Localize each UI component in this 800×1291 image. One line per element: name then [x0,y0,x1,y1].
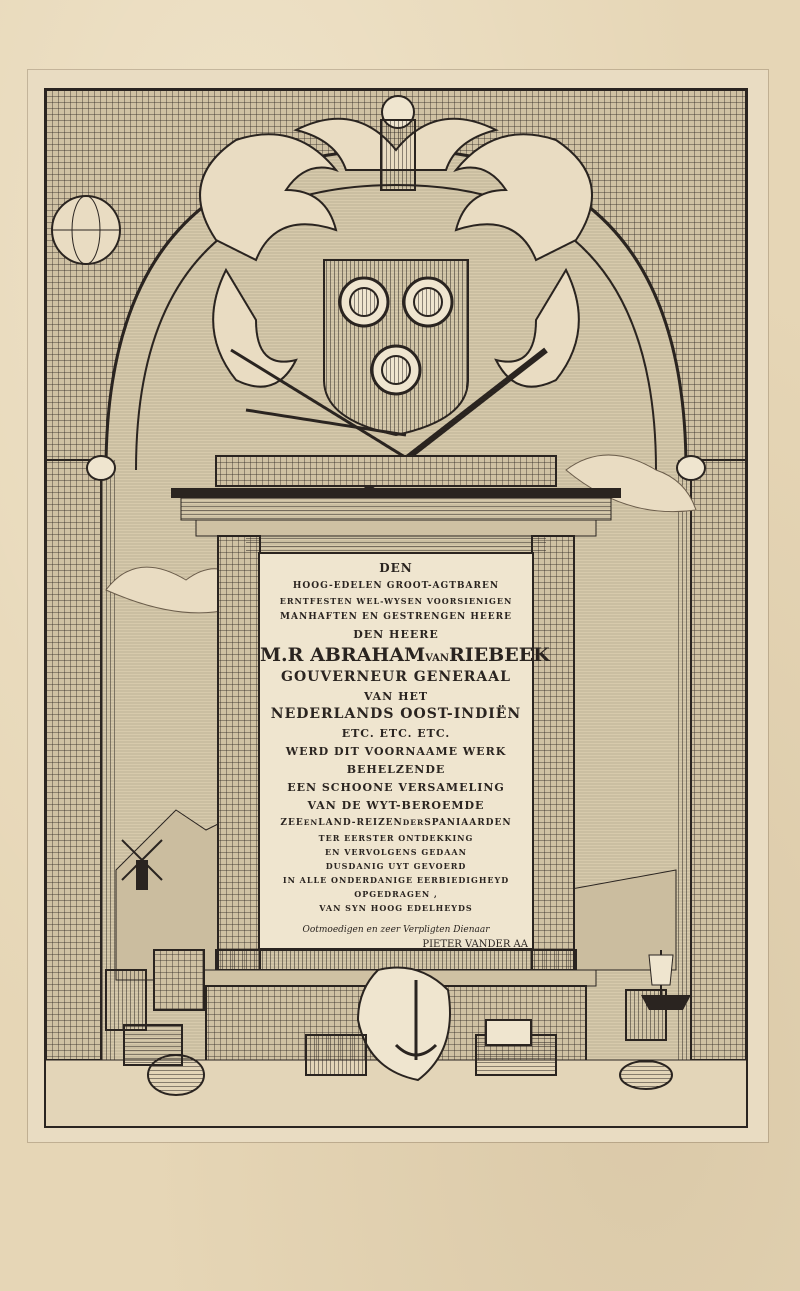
tablet-line-ter-eerster: TER EERSTER ONTDEKKING [318,833,474,843]
tablet-line-beroemde: VAN DE WYT-BEROEMDE [307,799,485,812]
word-landreizen: LAND-REIZEN [318,818,403,828]
word-der: DER [402,818,425,827]
tablet-line-dusdanig: DUSDANIG UYT GEVOERD [325,861,467,871]
word-zee: ZEE [280,818,304,828]
name-prefix: M.R [260,644,304,666]
tablet-line-van-het: VAN HET [363,690,429,703]
tablet-line-den-heere: DEN HEERE [353,628,439,641]
globe-icon [52,196,120,264]
tablet-line-dienaar: Ootmoedigen en zeer Verpligten Dienaar [302,925,490,935]
tablet-line-vervolgens: EN VERVOLGENS GEDAAN [325,847,467,857]
tablet-line-edelheyds: VAN SYN HOOG EDELHEYDS [319,903,473,913]
name-van: VAN [425,653,450,664]
word-en: EN [303,818,319,827]
shield-with-rings-icon [324,260,468,435]
tablet-line-indies: NEDERLANDS OOST-INDIËN [270,706,522,722]
tablet-line-versameling: EEN SCHOONE VERSAMELING [287,781,505,794]
tablet-line-opgedragen: OPGEDRAGEN , [354,889,438,899]
engraved-frontispiece [44,88,748,1128]
dedication-tablet [258,552,550,950]
tablet-line-honorifics-2: ERNTFESTEN WEL-WYSEN VOORSIENIGEN [279,596,513,606]
tablet-line-name [260,644,550,666]
tablet-line-behelzende: BEHELZENDE [346,763,446,776]
tablet-line-den: DEN [379,561,413,575]
helmet-icon [381,96,415,190]
word-spaniaarden: SPANIAARDEN [424,818,512,828]
tablet-line-title: GOUVERNEUR GENERAAL [280,669,511,685]
tablet-line-werd: WERD DIT VOORNAAME WERK [285,745,507,758]
name-surname: RIEBEEK [449,644,550,666]
tablet-line-honorifics-3: MANHAFTEN EN GESTRENGEN HEERE [280,612,512,622]
tablet-line-signature: PIETER VANDER AA [422,939,528,950]
tablet-line-reizen [260,819,532,828]
name-given: ABRAHAM [310,644,426,666]
tablet-line-etc: ETC. ETC. ETC. [341,727,451,740]
tablet-line-honorifics-1: HOOG-EDELEN GROOT-AGTBAREN [292,581,500,591]
tablet-line-eerbiedigheyd: IN ALLE ONDERDANIGE EERBIEDIGHEYD [282,875,510,885]
